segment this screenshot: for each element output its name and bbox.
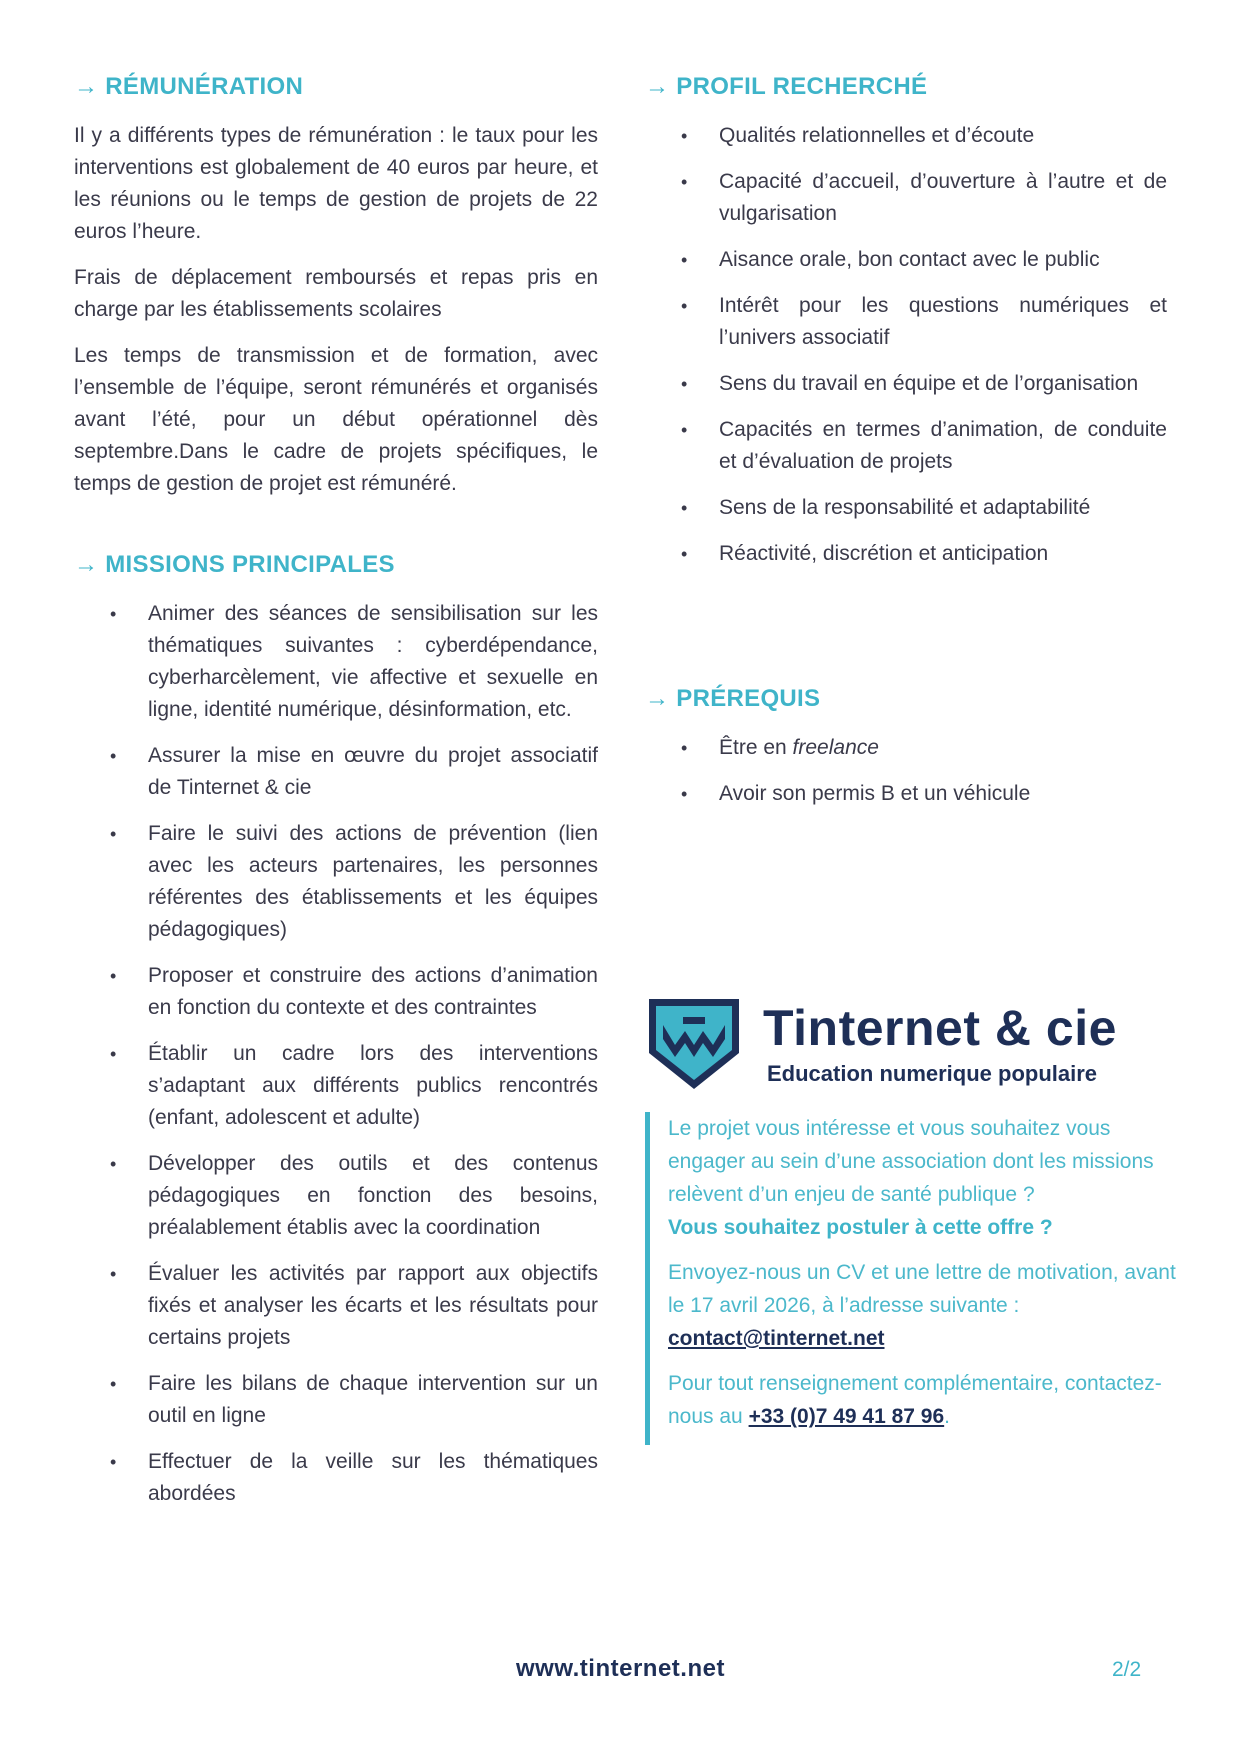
bullet-icon: • xyxy=(110,604,117,624)
list-item: • Intérêt pour les questions numériques et l’univers associatif xyxy=(645,290,1167,354)
missions-list xyxy=(74,598,598,1510)
bullet-icon: • xyxy=(681,296,688,316)
bullet-icon: • xyxy=(110,1452,117,1472)
list-item: • Animer des séances de sensibilisation sur les thématiques suivantes : cyberdépendance, cyberharcèlement, vie affective et sexuelle en ligne, identité numérique, désinformation, etc. xyxy=(74,598,598,726)
tinternet-logo xyxy=(645,995,1117,1093)
bullet-icon: • xyxy=(110,824,117,844)
contact-question: Vous souhaitez postuler à cette offre ? xyxy=(668,1216,1053,1239)
prerequis-list xyxy=(645,732,1167,810)
list-item: • Proposer et construire des actions d’animation en fonction du contexte et des contraintes xyxy=(74,960,598,1024)
remuneration-paragraph-1: Il y a différents types de rémunération : le taux pour les interventions est globalement de 40 euros par heure, et les réunions ou le temps de gestion de projets de 22 euros l’heure. xyxy=(74,124,598,243)
bullet-icon: • xyxy=(681,126,688,146)
logo-name: Tinternet & cie xyxy=(763,1000,1117,1056)
prerequis-heading: → PRÉREQUIS xyxy=(645,685,821,712)
bullet-icon: • xyxy=(681,250,688,270)
list-item: • Faire les bilans de chaque intervention sur un outil en ligne xyxy=(74,1368,598,1432)
profil-heading: → PROFIL RECHERCHÉ xyxy=(645,73,928,100)
contact-box xyxy=(645,1112,1188,1445)
list-item: • Faire le suivi des actions de prévention (lien avec les acteurs partenaires, les personnes référentes des établissements et les équipes pédagogiques) xyxy=(74,818,598,946)
freelance-term: freelance xyxy=(792,736,879,759)
list-item: • Réactivité, discrétion et anticipation xyxy=(645,538,1167,570)
section-spacer xyxy=(645,584,1167,682)
bullet-icon: • xyxy=(110,1154,117,1174)
list-item: • Être en freelance xyxy=(645,732,1167,764)
list-item: • Développer des outils et des contenus pédagogiques en fonction des besoins, préalablement établis avec la coordination xyxy=(74,1148,598,1244)
contact-info-paragraph: Pour tout renseignement complémentaire, contactez-nous au +33 (0)7 49 41 87 96. xyxy=(668,1372,1162,1428)
bullet-icon: • xyxy=(110,966,117,986)
remuneration-heading: → RÉMUNÉRATION xyxy=(74,73,304,100)
remuneration-paragraph-2: Frais de déplacement remboursés et repas pris en charge par les établissements scolaires xyxy=(74,266,598,321)
bullet-icon: • xyxy=(681,498,688,518)
bullet-icon: • xyxy=(110,1264,117,1284)
bullet-icon: • xyxy=(110,746,117,766)
bullet-icon: • xyxy=(110,1044,117,1064)
section-spacer xyxy=(74,514,598,548)
logo-tagline: Education numerique populaire xyxy=(767,1061,1098,1086)
contact-intro: Le projet vous intéresse et vous souhaitez vous engager au sein d’une association dont les missions relèvent d’un enjeu de santé publique ? xyxy=(668,1117,1154,1206)
bullet-icon: • xyxy=(681,784,688,804)
list-item: • Évaluer les activités par rapport aux objectifs fixés et analyser les écarts et les résultats pour certains projets xyxy=(74,1258,598,1354)
list-item: • Effectuer de la veille sur les thématiques abordées xyxy=(74,1446,598,1510)
phone-link[interactable]: +33 (0)7 49 41 87 96 xyxy=(748,1405,945,1428)
bullet-icon: • xyxy=(681,738,688,758)
missions-heading: → MISSIONS PRINCIPALES xyxy=(74,551,395,578)
footer-website[interactable]: www.tinternet.net xyxy=(516,1655,725,1682)
bullet-icon: • xyxy=(681,374,688,394)
list-item: • Sens du travail en équipe et de l’organisation xyxy=(645,368,1167,400)
right-column xyxy=(645,70,1167,824)
list-item: • Aisance orale, bon contact avec le public xyxy=(645,244,1167,276)
shield-logo-icon xyxy=(645,995,743,1093)
list-item: • Capacité d’accueil, d’ouverture à l’autre et de vulgarisation xyxy=(645,166,1167,230)
list-item: • Capacités en termes d’animation, de conduite et d’évaluation de projets xyxy=(645,414,1167,478)
list-item: • Sens de la responsabilité et adaptabilité xyxy=(645,492,1167,524)
remuneration-paragraph-3: Les temps de transmission et de formation, avec l’ensemble de l’équipe, seront rémunérés et organisés avant l’été, pour un début opérationnel dès septembre.Dans le cadre de projets spécifiques, le temps de gestion de projet est rémunéré. xyxy=(74,344,598,495)
list-item: • Assurer la mise en œuvre du projet associatif de Tinternet & cie xyxy=(74,740,598,804)
bullet-icon: • xyxy=(681,544,688,564)
contact-send-paragraph: Envoyez-nous un CV et une lettre de motivation, avant le 17 avril 2026, à l’adresse suivante : contact@tinternet.net xyxy=(668,1261,1176,1350)
list-item: • Qualités relationnelles et d’écoute xyxy=(645,120,1167,152)
list-item: • Avoir son permis B et un véhicule xyxy=(645,778,1167,810)
page-number: 2/2 xyxy=(1112,1658,1142,1681)
list-item: • Établir un cadre lors des interventions s’adaptant aux différents publics rencontrés (enfant, adolescent et adulte) xyxy=(74,1038,598,1134)
profil-list xyxy=(645,120,1167,570)
bullet-icon: • xyxy=(681,420,688,440)
bullet-icon: • xyxy=(681,172,688,192)
email-link[interactable]: contact@tinternet.net xyxy=(668,1327,885,1350)
left-column xyxy=(74,70,598,1524)
bullet-icon: • xyxy=(110,1374,117,1394)
